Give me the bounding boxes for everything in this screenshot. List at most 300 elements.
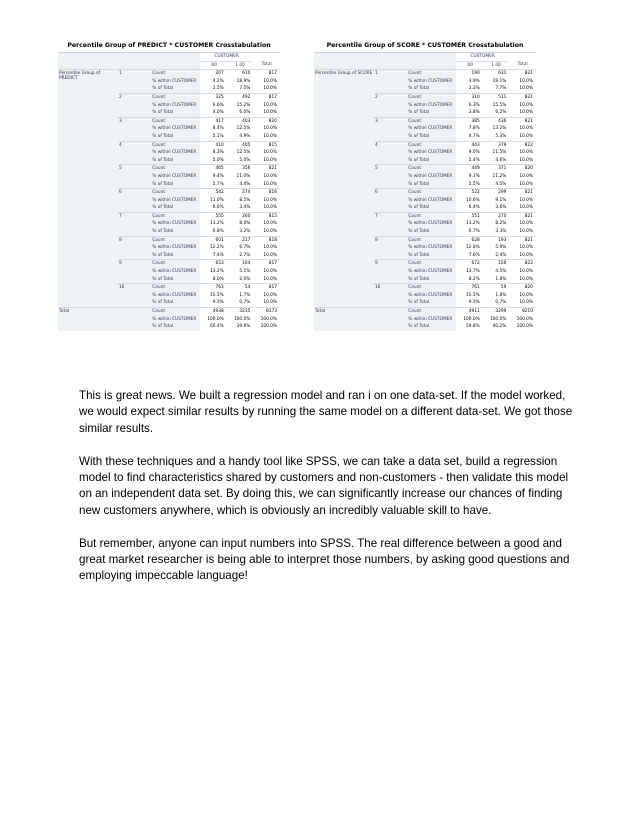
group-label: 7 (374, 212, 407, 236)
stat-label: Count (151, 189, 200, 197)
value-cell: 150 (483, 260, 510, 268)
stat-label: % within CUSTOMER (151, 125, 200, 133)
stat-label: % within CUSTOMER (407, 125, 456, 133)
total-label: Total (58, 308, 151, 331)
stat-label: % of Total (151, 204, 200, 212)
value-cell: 405 (227, 141, 254, 149)
value-cell: 522 (456, 189, 483, 197)
stat-label: % of Total (151, 133, 200, 141)
value-cell: 193 (483, 236, 510, 244)
value-cell: 2.4% (483, 252, 510, 260)
value-cell: 100.0% (227, 316, 254, 324)
value-cell: 10.0% (509, 252, 536, 260)
corner-cell (374, 53, 407, 61)
value-cell: 8.3% (200, 149, 227, 157)
corner-cell (58, 61, 118, 70)
value-cell: 511 (483, 93, 510, 101)
corner-cell (58, 53, 118, 61)
header-cell (253, 53, 280, 61)
value-cell: 8210 (509, 308, 536, 316)
stat-label: % of Total (151, 252, 200, 260)
stat-label: % within CUSTOMER (151, 173, 200, 181)
value-cell: 59 (483, 284, 510, 292)
value-cell: 18.9% (227, 78, 254, 86)
value-cell: 4.0% (200, 109, 227, 117)
value-cell: 1.8% (483, 276, 510, 284)
corner-cell (151, 53, 200, 61)
value-cell: 820 (509, 284, 536, 292)
value-cell: 4938 (200, 308, 227, 316)
value-cell: 7.8% (456, 125, 483, 133)
stat-label: % of Total (151, 157, 200, 165)
value-cell: 817 (253, 260, 280, 268)
value-cell: 11.2% (483, 173, 510, 181)
value-cell: 817 (253, 70, 280, 78)
row-group-label: Percentile Group of PREDICT (58, 70, 118, 308)
value-cell: 10.0% (509, 85, 536, 93)
predict-crosstab (58, 40, 280, 331)
group-label: 5 (118, 165, 151, 189)
value-cell: 11.2% (456, 220, 483, 228)
value-cell: 10.0% (509, 109, 536, 117)
group-label: 9 (374, 260, 407, 284)
stat-label: Count (151, 260, 200, 268)
stat-label: Count (407, 93, 456, 101)
corner-cell (118, 53, 151, 61)
value-cell: 555 (200, 212, 227, 220)
score-crosstab-title: Percentile Group of SCORE * CUSTOMER Crosstabulation (314, 40, 536, 53)
group-label: 4 (374, 141, 407, 165)
value-cell: 4911 (456, 308, 483, 316)
header-row (58, 61, 280, 70)
value-cell: 5.0% (200, 157, 227, 165)
value-cell: 310 (456, 93, 483, 101)
value-cell: 10.6% (456, 197, 483, 205)
value-cell: 10.0% (509, 299, 536, 307)
value-cell: 6.0% (227, 109, 254, 117)
value-cell: 3.3% (483, 228, 510, 236)
column-header: Total (509, 61, 536, 70)
stat-label: Count (407, 141, 456, 149)
group-label: 8 (118, 236, 151, 260)
value-cell: 8.0% (200, 276, 227, 284)
value-cell: 5.4% (456, 157, 483, 165)
stat-label: % of Total (407, 85, 456, 93)
value-cell: 9.0% (456, 149, 483, 157)
row-group-label: Percentile Group of SCORE (314, 70, 374, 308)
value-cell: 260 (227, 212, 254, 220)
stat-label: % of Total (407, 299, 456, 307)
stat-label: % of Total (407, 323, 456, 331)
group-label: 1 (374, 70, 407, 94)
value-cell: 4.5% (483, 268, 510, 276)
value-cell: 542 (200, 189, 227, 197)
value-cell: 12.5% (227, 149, 254, 157)
stat-label: % of Total (407, 276, 456, 284)
value-cell: 410 (200, 141, 227, 149)
value-cell: 6.8% (200, 228, 227, 236)
stat-label: % within CUSTOMER (151, 292, 200, 300)
value-cell: 821 (509, 212, 536, 220)
stat-label: % within CUSTOMER (407, 268, 456, 276)
value-cell: 5.1% (227, 268, 254, 276)
value-cell: 5.3% (483, 133, 510, 141)
score-crosstab (314, 40, 536, 331)
value-cell: 10.0% (253, 197, 280, 205)
value-cell: 10.0% (253, 244, 280, 252)
value-cell: 10.0% (509, 173, 536, 181)
value-cell: 818 (253, 236, 280, 244)
stat-label: Count (407, 70, 456, 78)
value-cell: 6.6% (200, 204, 227, 212)
value-cell: 3.9% (456, 78, 483, 86)
group-label: 1 (118, 70, 151, 94)
value-cell: 10.0% (253, 220, 280, 228)
value-cell: 628 (456, 236, 483, 244)
value-cell: 11.0% (227, 173, 254, 181)
value-cell: 6.6% (200, 102, 227, 110)
stat-label: % within CUSTOMER (151, 268, 200, 276)
value-cell: 39.6% (227, 323, 254, 331)
value-cell: 15.2% (227, 102, 254, 110)
group-label: 3 (374, 117, 407, 141)
value-cell: 8.2% (483, 220, 510, 228)
total-label: Total (314, 308, 407, 331)
group-label: 4 (118, 141, 151, 165)
value-cell: 815 (253, 212, 280, 220)
total-row (58, 308, 280, 316)
customer-header: CUSTOMER (200, 53, 253, 61)
stat-label: % of Total (151, 323, 200, 331)
stat-label: Count (407, 284, 456, 292)
value-cell: 551 (456, 212, 483, 220)
value-cell: 3299 (483, 308, 510, 316)
stat-label: % of Total (407, 228, 456, 236)
value-cell: 100.0% (483, 316, 510, 324)
value-cell: 449 (456, 165, 483, 173)
value-cell: 13.7% (456, 268, 483, 276)
value-cell: 601 (200, 236, 227, 244)
value-cell: 4.9% (227, 133, 254, 141)
group-label: 9 (118, 260, 151, 284)
value-cell: 436 (483, 117, 510, 125)
value-cell: 385 (456, 117, 483, 125)
stat-label: % within CUSTOMER (407, 244, 456, 252)
stat-label: % within CUSTOMER (151, 197, 200, 205)
stat-label: % of Total (151, 181, 200, 189)
value-cell: 4.5% (483, 181, 510, 189)
value-cell: 190 (456, 70, 483, 78)
value-cell: 403 (227, 117, 254, 125)
stat-label: % within CUSTOMER (151, 149, 200, 157)
stat-label: Count (407, 236, 456, 244)
group-label: 2 (374, 93, 407, 117)
value-cell: 10.0% (253, 78, 280, 86)
value-cell: 12.5% (227, 125, 254, 133)
value-cell: 15.5% (456, 292, 483, 300)
stat-label: % within CUSTOMER (407, 173, 456, 181)
value-cell: 10.0% (253, 149, 280, 157)
value-cell: 100.0% (509, 323, 536, 331)
stat-label: % within CUSTOMER (407, 220, 456, 228)
group-label: 6 (118, 189, 151, 213)
value-cell: 19.1% (483, 78, 510, 86)
value-cell: 1.7% (227, 292, 254, 300)
value-cell: 3.4% (227, 204, 254, 212)
value-cell: 10.0% (509, 220, 536, 228)
value-cell: 10.0% (509, 78, 536, 86)
value-cell: 9.3% (200, 299, 227, 307)
stat-label: % of Total (407, 252, 456, 260)
value-cell: 54 (227, 284, 254, 292)
value-cell: 672 (456, 260, 483, 268)
value-cell: 10.0% (509, 149, 536, 157)
group-label: 8 (374, 236, 407, 260)
value-cell: 3.2% (227, 228, 254, 236)
value-cell: 6.2% (483, 109, 510, 117)
column-header: .00 (456, 61, 483, 70)
value-cell: 7.4% (200, 252, 227, 260)
stat-label: Count (407, 189, 456, 197)
value-cell: 10.0% (509, 133, 536, 141)
value-cell: 8.4% (200, 125, 227, 133)
value-cell: 2.0% (227, 276, 254, 284)
value-cell: 8.0% (227, 220, 254, 228)
value-cell: 13.2% (483, 125, 510, 133)
stat-label: Count (407, 260, 456, 268)
column-header: 1.00 (483, 61, 510, 70)
stat-label: Count (151, 117, 200, 125)
value-cell: 821 (509, 236, 536, 244)
table-row (314, 70, 536, 78)
value-cell: 207 (200, 70, 227, 78)
paragraph: With these techniques and a handy tool like SPSS, we can take a data set, build a regression model to find characteristics shared by customers and non-customers - then validate this model on an independent data set. By doing this, we can significantly increase our chances of finding new customers anywhere, which is obviously an incredibly valuable skill to have. (79, 454, 569, 517)
table-row (58, 70, 280, 78)
value-cell: 3.8% (456, 109, 483, 117)
value-cell: 10.0% (253, 125, 280, 133)
header-row (58, 53, 280, 61)
corner-cell (374, 61, 407, 70)
stat-label: % within CUSTOMER (151, 102, 200, 110)
stat-label: Count (151, 284, 200, 292)
value-cell: 820 (509, 165, 536, 173)
value-cell: 10.0% (253, 133, 280, 141)
value-cell: 417 (200, 117, 227, 125)
stat-label: % of Total (407, 133, 456, 141)
value-cell: 10.0% (253, 157, 280, 165)
value-cell: 821 (509, 189, 536, 197)
stat-label: % of Total (151, 109, 200, 117)
value-cell: 8.5% (227, 197, 254, 205)
value-cell: 6.4% (456, 204, 483, 212)
predict-crosstab-title: Percentile Group of PREDICT * CUSTOMER Crosstabulation (58, 40, 280, 53)
value-cell: 10.0% (509, 204, 536, 212)
value-cell: 11.0% (200, 197, 227, 205)
stat-label: % within CUSTOMER (407, 197, 456, 205)
group-label: 5 (374, 165, 407, 189)
stat-label: % within CUSTOMER (407, 316, 456, 324)
value-cell: 610 (227, 70, 254, 78)
value-cell: 100.0% (509, 316, 536, 324)
total-row (314, 308, 536, 316)
value-cell: 10.0% (509, 228, 536, 236)
value-cell: 12.2% (200, 244, 227, 252)
value-cell: 2.5% (200, 85, 227, 93)
group-label: 3 (118, 117, 151, 141)
value-cell: 10.0% (253, 102, 280, 110)
stat-label: % within CUSTOMER (407, 78, 456, 86)
value-cell: 15.5% (200, 292, 227, 300)
value-cell: 0.7% (227, 299, 254, 307)
value-cell: 10.0% (253, 292, 280, 300)
value-cell: 763 (200, 284, 227, 292)
value-cell: 371 (483, 165, 510, 173)
value-cell: 274 (227, 189, 254, 197)
value-cell: 13.2% (200, 268, 227, 276)
value-cell: 10.0% (253, 181, 280, 189)
value-cell: 299 (483, 189, 510, 197)
header-row (314, 61, 536, 70)
value-cell: 492 (227, 93, 254, 101)
value-cell: 821 (509, 93, 536, 101)
value-cell: 5.9% (483, 244, 510, 252)
value-cell: 10.0% (509, 268, 536, 276)
stat-label: % of Total (407, 204, 456, 212)
value-cell: 5.1% (200, 133, 227, 141)
value-cell: 822 (509, 141, 536, 149)
value-cell: 100.0% (253, 323, 280, 331)
value-cell: 465 (200, 165, 227, 173)
value-cell: 12.8% (456, 244, 483, 252)
value-cell: 15.5% (483, 102, 510, 110)
value-cell: 164 (227, 260, 254, 268)
value-cell: 5.5% (456, 181, 483, 189)
value-cell: 10.0% (253, 109, 280, 117)
stat-label: Count (407, 212, 456, 220)
value-cell: 59.8% (456, 323, 483, 331)
stat-label: % within CUSTOMER (151, 244, 200, 252)
value-cell: 7.7% (483, 85, 510, 93)
value-cell: 10.0% (509, 292, 536, 300)
group-label: 10 (374, 284, 407, 308)
paragraph: But remember, anyone can input numbers into SPSS. The real difference between a good and great market researcher is being able to interpret those numbers, by asking good questions and employing impeccable language! (79, 536, 570, 583)
score-crosstab-table (314, 53, 536, 331)
value-cell: 5.7% (200, 181, 227, 189)
body-text (79, 388, 579, 601)
stat-label: % within CUSTOMER (151, 220, 200, 228)
value-cell: 217 (227, 236, 254, 244)
stat-label: % within CUSTOMER (407, 102, 456, 110)
header-row (314, 53, 536, 61)
stat-label: % within CUSTOMER (151, 316, 200, 324)
stat-label: % of Total (151, 85, 200, 93)
value-cell: 6.7% (227, 244, 254, 252)
stat-label: Count (407, 165, 456, 173)
value-cell: 8173 (253, 308, 280, 316)
value-cell: 10.0% (509, 102, 536, 110)
value-cell: 379 (483, 141, 510, 149)
value-cell: 100.0% (200, 316, 227, 324)
value-cell: 3.6% (483, 204, 510, 212)
column-header: 1.00 (227, 61, 254, 70)
value-cell: 10.0% (253, 85, 280, 93)
value-cell: 10.0% (253, 276, 280, 284)
corner-cell (118, 61, 151, 70)
value-cell: 761 (456, 284, 483, 292)
value-cell: 11.2% (200, 220, 227, 228)
stat-label: Count (407, 117, 456, 125)
group-label: 6 (374, 189, 407, 213)
stat-label: % of Total (151, 276, 200, 284)
stat-label: Count (151, 212, 200, 220)
value-cell: 10.0% (509, 125, 536, 133)
predict-crosstab-table (58, 53, 280, 331)
value-cell: 4.2% (200, 78, 227, 86)
value-cell: 10.0% (253, 299, 280, 307)
value-cell: 817 (253, 93, 280, 101)
customer-header: CUSTOMER (456, 53, 509, 61)
group-label: 2 (118, 93, 151, 117)
value-cell: 4.7% (456, 133, 483, 141)
value-cell: 443 (456, 141, 483, 149)
value-cell: 3235 (227, 308, 254, 316)
value-cell: 816 (253, 189, 280, 197)
value-cell: 9.1% (456, 173, 483, 181)
value-cell: 10.0% (509, 157, 536, 165)
corner-cell (407, 53, 456, 61)
value-cell: 6.7% (456, 228, 483, 236)
value-cell: 10.0% (253, 204, 280, 212)
value-cell: 11.5% (483, 149, 510, 157)
stat-label: Count (407, 308, 456, 316)
value-cell: 9.4% (200, 173, 227, 181)
stat-label: % within CUSTOMER (407, 149, 456, 157)
value-cell: 10.0% (509, 197, 536, 205)
group-label: 7 (118, 212, 151, 236)
value-cell: 10.0% (509, 244, 536, 252)
stat-label: % of Total (151, 299, 200, 307)
value-cell: 10.0% (509, 181, 536, 189)
value-cell: 356 (227, 165, 254, 173)
value-cell: 631 (483, 70, 510, 78)
paragraph: This is great news. We built a regression model and ran i on one data-set. If the model worked, we would expect similar results by running the same model on a different data-set. We got those similar results. (79, 389, 573, 435)
value-cell: 10.0% (253, 268, 280, 276)
value-cell: 820 (253, 117, 280, 125)
value-cell: 821 (509, 117, 536, 125)
value-cell: 821 (253, 165, 280, 173)
value-cell: 60.4% (200, 323, 227, 331)
value-cell: 821 (509, 70, 536, 78)
stat-label: Count (151, 141, 200, 149)
corner-cell (314, 53, 374, 61)
value-cell: 815 (253, 141, 280, 149)
value-cell: 325 (200, 93, 227, 101)
corner-cell (314, 61, 374, 70)
stat-label: % of Total (151, 228, 200, 236)
stat-label: Count (151, 308, 200, 316)
header-cell (509, 53, 536, 61)
stat-label: Count (151, 236, 200, 244)
value-cell: 7.5% (227, 85, 254, 93)
stat-label: % within CUSTOMER (151, 78, 200, 86)
column-header: Total (253, 61, 280, 70)
value-cell: 822 (509, 260, 536, 268)
stat-label: Count (151, 165, 200, 173)
value-cell: 10.0% (253, 173, 280, 181)
corner-cell (407, 61, 456, 70)
value-cell: 7.6% (456, 252, 483, 260)
value-cell: 653 (200, 260, 227, 268)
